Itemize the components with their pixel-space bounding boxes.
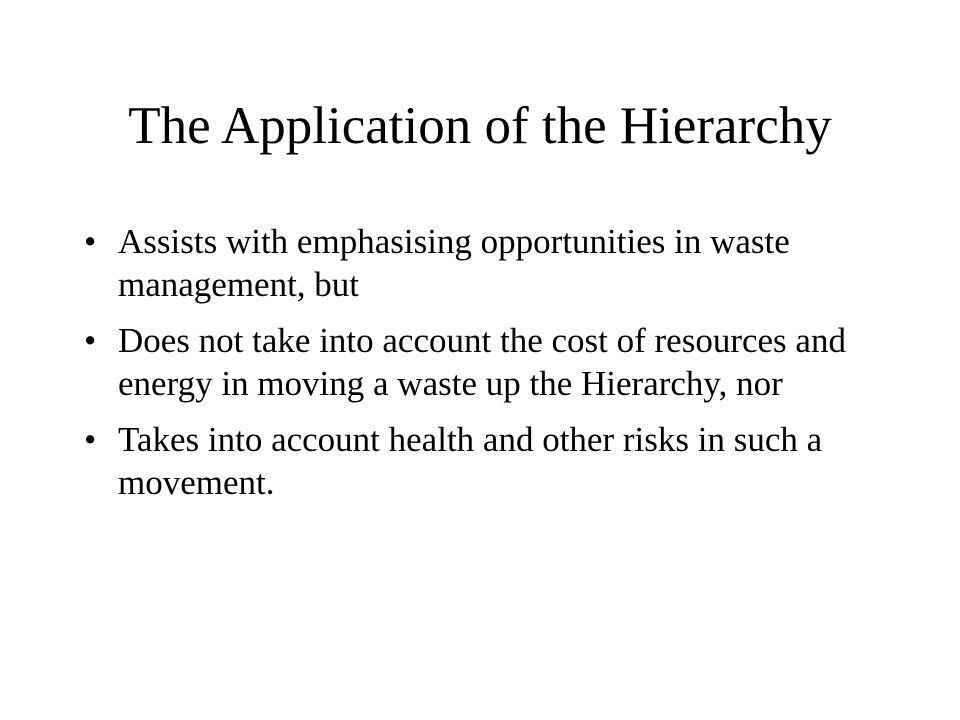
bullet-text: Takes into account health and other risks in such a movement. [118, 420, 823, 502]
bullet-item [72, 221, 872, 306]
bullet-item [72, 419, 872, 504]
slide-title: The Application of the Hierarchy [128, 97, 832, 155]
bullet-dot-icon: • [84, 420, 97, 459]
bullet-dot-icon: • [84, 222, 97, 261]
bullet-item [72, 320, 872, 405]
bullet-list [72, 221, 872, 504]
bullet-text: Does not take into account the cost of resources and energy in moving a waste up the Hierarchy, nor [118, 321, 846, 403]
bullet-dot-icon: • [84, 321, 97, 360]
bullet-text: Assists with emphasising opportunities in waste management, but [118, 222, 790, 304]
